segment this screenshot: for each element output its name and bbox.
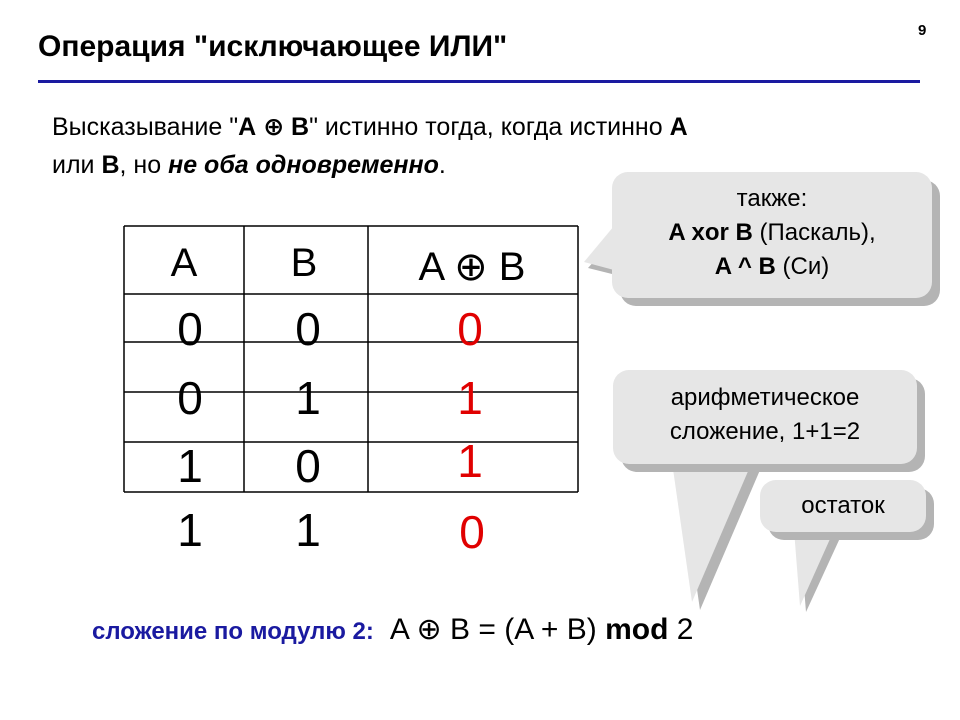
var-b: B: [101, 151, 120, 179]
var-a: A: [238, 113, 257, 141]
callout-line: арифметическое: [670, 384, 860, 411]
statement-text: Высказывание ": [52, 113, 239, 141]
var-a: A: [669, 113, 688, 141]
c-note: (Си): [775, 253, 830, 280]
cell-result: 0: [459, 506, 485, 558]
cell-b: 0: [295, 440, 321, 492]
c-xor: A ^ B: [714, 253, 776, 280]
formula-modulus: 2: [668, 613, 694, 646]
pascal-note: (Паскаль),: [752, 219, 876, 246]
cell-result: 1: [457, 372, 483, 424]
cell-b: 1: [295, 504, 321, 556]
formula-mod-keyword: mod: [605, 613, 669, 646]
callout-arithmetic-addition: [613, 370, 917, 464]
statement-text: .: [438, 151, 446, 179]
cell-result: 1: [457, 435, 483, 487]
cell-result: 0: [457, 303, 483, 355]
formula-label: сложение по модулю 2:: [92, 618, 374, 645]
callout-line: [612, 250, 932, 284]
slide-number: 9: [918, 22, 927, 39]
callout-line: [612, 216, 932, 250]
callout-xor-notation: [612, 172, 932, 298]
emphasis-text: не оба одновременно: [168, 151, 439, 179]
statement-text: , но: [119, 151, 169, 179]
header-a: A: [170, 241, 198, 285]
callout-line: также:: [736, 185, 808, 212]
pascal-xor: A xor B: [668, 219, 753, 246]
callout-remainder: [760, 480, 926, 532]
slide-title: Операция "исключающее ИЛИ": [38, 30, 508, 63]
cell-a: 0: [177, 303, 203, 355]
formula-expression: [390, 613, 694, 646]
cell-a: 0: [177, 372, 203, 424]
cell-b: 0: [295, 303, 321, 355]
cell-a: 1: [177, 504, 203, 556]
formula-lhs: A ⊕ B = (A + B): [389, 613, 606, 646]
statement-text: " истинно тогда, когда истинно: [309, 113, 670, 141]
header-a-xor-b: A ⊕ B: [418, 245, 526, 289]
callout-line: остаток: [801, 492, 885, 519]
cell-a: 1: [177, 440, 203, 492]
var-b: B: [291, 113, 310, 141]
callout-line: сложение, 1+1=2: [669, 418, 861, 445]
cell-b: 1: [295, 372, 321, 424]
xor-symbol: ⊕: [263, 113, 285, 141]
modulo-formula: [92, 612, 693, 647]
header-b: B: [290, 241, 318, 285]
statement-text: или: [52, 151, 102, 179]
